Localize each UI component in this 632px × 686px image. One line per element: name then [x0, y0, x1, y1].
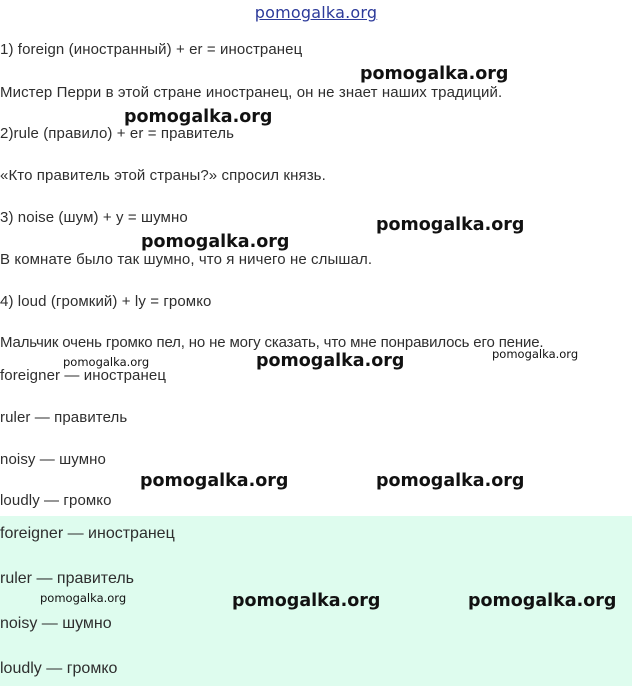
answer-item: foreigner — иностранец [0, 525, 175, 542]
watermark: pomogalka.org [232, 591, 381, 611]
exercise-line-5: 3) noise (шум) + y = шумно [0, 209, 188, 226]
answer-item: noisy — шумно [0, 615, 112, 632]
exercise-line-3: 2)rule (правило) + er = правитель [0, 125, 235, 142]
watermark: pomogalka.org [376, 471, 525, 491]
word-list-item: noisy — шумно [0, 451, 106, 468]
watermark: pomogalka.org [40, 591, 127, 605]
watermark: pomogalka.org [468, 591, 617, 611]
watermark: pomogalka.org [360, 64, 509, 84]
exercise-line-2: Мистер Перри в этой стране иностранец, он не знает наших традиций. [0, 84, 503, 101]
watermark: pomogalka.org [124, 107, 273, 127]
answer-item: ruler — правитель [0, 570, 134, 587]
site-header-link[interactable]: pomogalka.org [254, 3, 378, 22]
word-list-item: loudly — громко [0, 492, 112, 509]
exercise-line-4: «Кто правитель этой страны?» спросил князь. [0, 167, 326, 184]
answer-item: loudly — громко [0, 660, 118, 677]
exercise-line-1: 1) foreign (иностранный) + er = иностранец [0, 41, 303, 58]
watermark: pomogalka.org [63, 355, 150, 369]
word-list-item: foreigner — иностранец [0, 367, 167, 384]
word-list-item: ruler — правитель [0, 409, 128, 426]
watermark: pomogalka.org [256, 351, 405, 371]
watermark: pomogalka.org [376, 215, 525, 235]
watermark: pomogalka.org [141, 232, 290, 252]
exercise-line-8: Мальчик очень громко пел, но не могу сказать, что мне понравилось его пение. [0, 334, 544, 351]
exercise-line-7: 4) loud (громкий) + ly = громко [0, 293, 212, 310]
watermark: pomogalka.org [492, 347, 579, 361]
exercise-line-6: В комнате было так шумно, что я ничего не слышал. [0, 251, 373, 268]
watermark: pomogalka.org [140, 471, 289, 491]
